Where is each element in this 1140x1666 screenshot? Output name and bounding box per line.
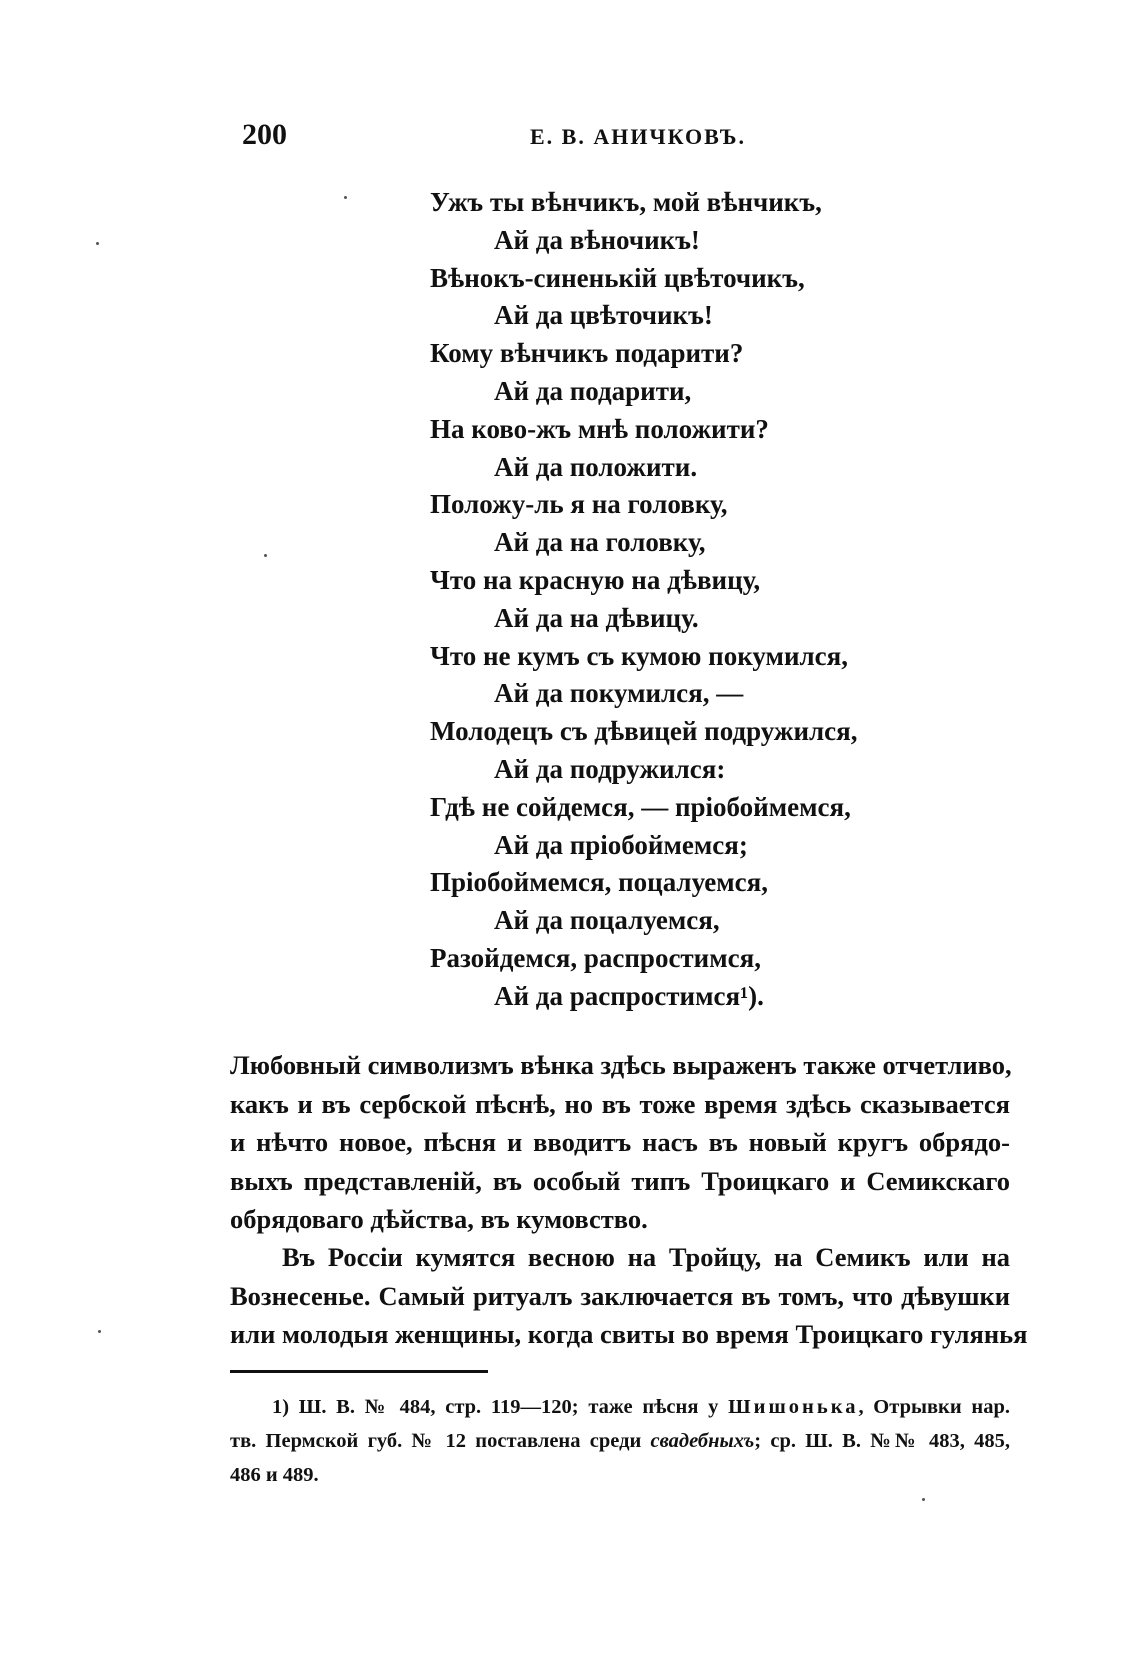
footnote-italic-term: свадебныхъ (650, 1430, 755, 1452)
poem-refrain-line: Ай да на головку, (494, 527, 706, 558)
poem-refrain-line: Ай да покумился, — (494, 678, 744, 709)
poem-refrain-line: Ай да подружился: (494, 753, 726, 784)
paragraph-line: какъ и въ сербской пѣснѣ, но въ тоже время здѣсь сказывается (230, 1088, 1010, 1119)
poem-line: Гдѣ не сойдемся, — пріобоймемся, (430, 791, 851, 822)
paragraph-line: и нѣчто новое, пѣсня и вводитъ насъ въ новый кругъ обрядо- (230, 1127, 1010, 1157)
footnote-text: 1) Ш. В. № 484, стр. 119—120; таже пѣсня у (272, 1396, 729, 1418)
poem (430, 184, 950, 1016)
running-head: Е. В. АНИЧКОВЪ. (530, 124, 746, 149)
paragraph-line: Любовный символизмъ вѣнка здѣсь выраженъ также отчетливо, (230, 1050, 1012, 1080)
footnote (230, 1390, 1010, 1492)
print-speck (98, 1330, 101, 1333)
poem-refrain-line: Ай да подарити, (494, 375, 692, 406)
footnote-text: тв. Пермской губ. № 12 поставлена среди (230, 1430, 651, 1452)
poem-line: Что на красную на дѣвицу, (430, 564, 761, 595)
poem-refrain-line: Ай да на дѣвицу. (494, 602, 699, 633)
poem-refrain-line: Ай да вѣночикъ! (494, 224, 700, 255)
poem-line: Разойдемся, распростимся, (430, 942, 761, 973)
poem-line: Что не кумъ съ кумою покумился, (430, 640, 848, 671)
print-speck (264, 554, 267, 557)
footnote-text: ; ср. Ш. В. №№ 483, 485, (754, 1430, 1010, 1452)
poem-line: Молодецъ съ дѣвицей подружился, (430, 716, 858, 747)
print-speck (922, 1498, 925, 1501)
poem-refrain-line: Ай да распростимся¹). (494, 980, 764, 1011)
footnote-author: Шишонька (728, 1396, 859, 1418)
poem-line: На ково-жъ мнѣ положити? (430, 413, 769, 444)
poem-line: Вѣнокъ-синенькій цвѣточикъ, (430, 262, 805, 293)
footnote-line (230, 1390, 1010, 1424)
paragraph-love-symbolism (230, 1046, 1010, 1239)
poem-refrain-line: Ай да поцалуемся, (494, 905, 720, 936)
footnote-line: 486 и 489. (230, 1464, 319, 1486)
paragraph-line: или молодыя женщины, когда свиты во время Троицкаго гулянья (230, 1319, 1028, 1349)
paragraph-line: Въ Россіи кумятся весною на Тройцу, на Семикъ или на (282, 1242, 1010, 1272)
poem-refrain-line: Ай да пріобоймемся; (494, 829, 748, 860)
poem-line: Пріобоймемся, поцалуемся, (430, 867, 768, 898)
poem-refrain-line: Ай да положити. (494, 451, 698, 482)
poem-line: Кому вѣнчикъ подарити? (430, 338, 744, 369)
poem-refrain-line: Ай да цвѣточикъ! (494, 300, 713, 331)
paragraph-line: выхъ представленій, въ особый типъ Троицкаго и Семикскаго (230, 1165, 1010, 1196)
footnote-text: , Отрывки нар. (858, 1396, 1010, 1418)
poem-line: Положу-ль я на головку, (430, 489, 728, 520)
footnote-divider (230, 1370, 488, 1373)
print-speck (344, 196, 347, 199)
poem-line: Ужъ ты вѣнчикъ, мой вѣнчикъ, (430, 187, 822, 217)
footnote-line (230, 1424, 1010, 1458)
page-number: 200 (242, 118, 287, 151)
print-speck (96, 242, 99, 245)
paragraph-line: Вознесенье. Самый ритуалъ заключается въ томъ, что дѣвушки (230, 1280, 1010, 1311)
paragraph-kumovstvo (230, 1238, 1028, 1354)
paragraph-line: обрядоваго дѣйства, въ кумовство. (230, 1204, 648, 1234)
